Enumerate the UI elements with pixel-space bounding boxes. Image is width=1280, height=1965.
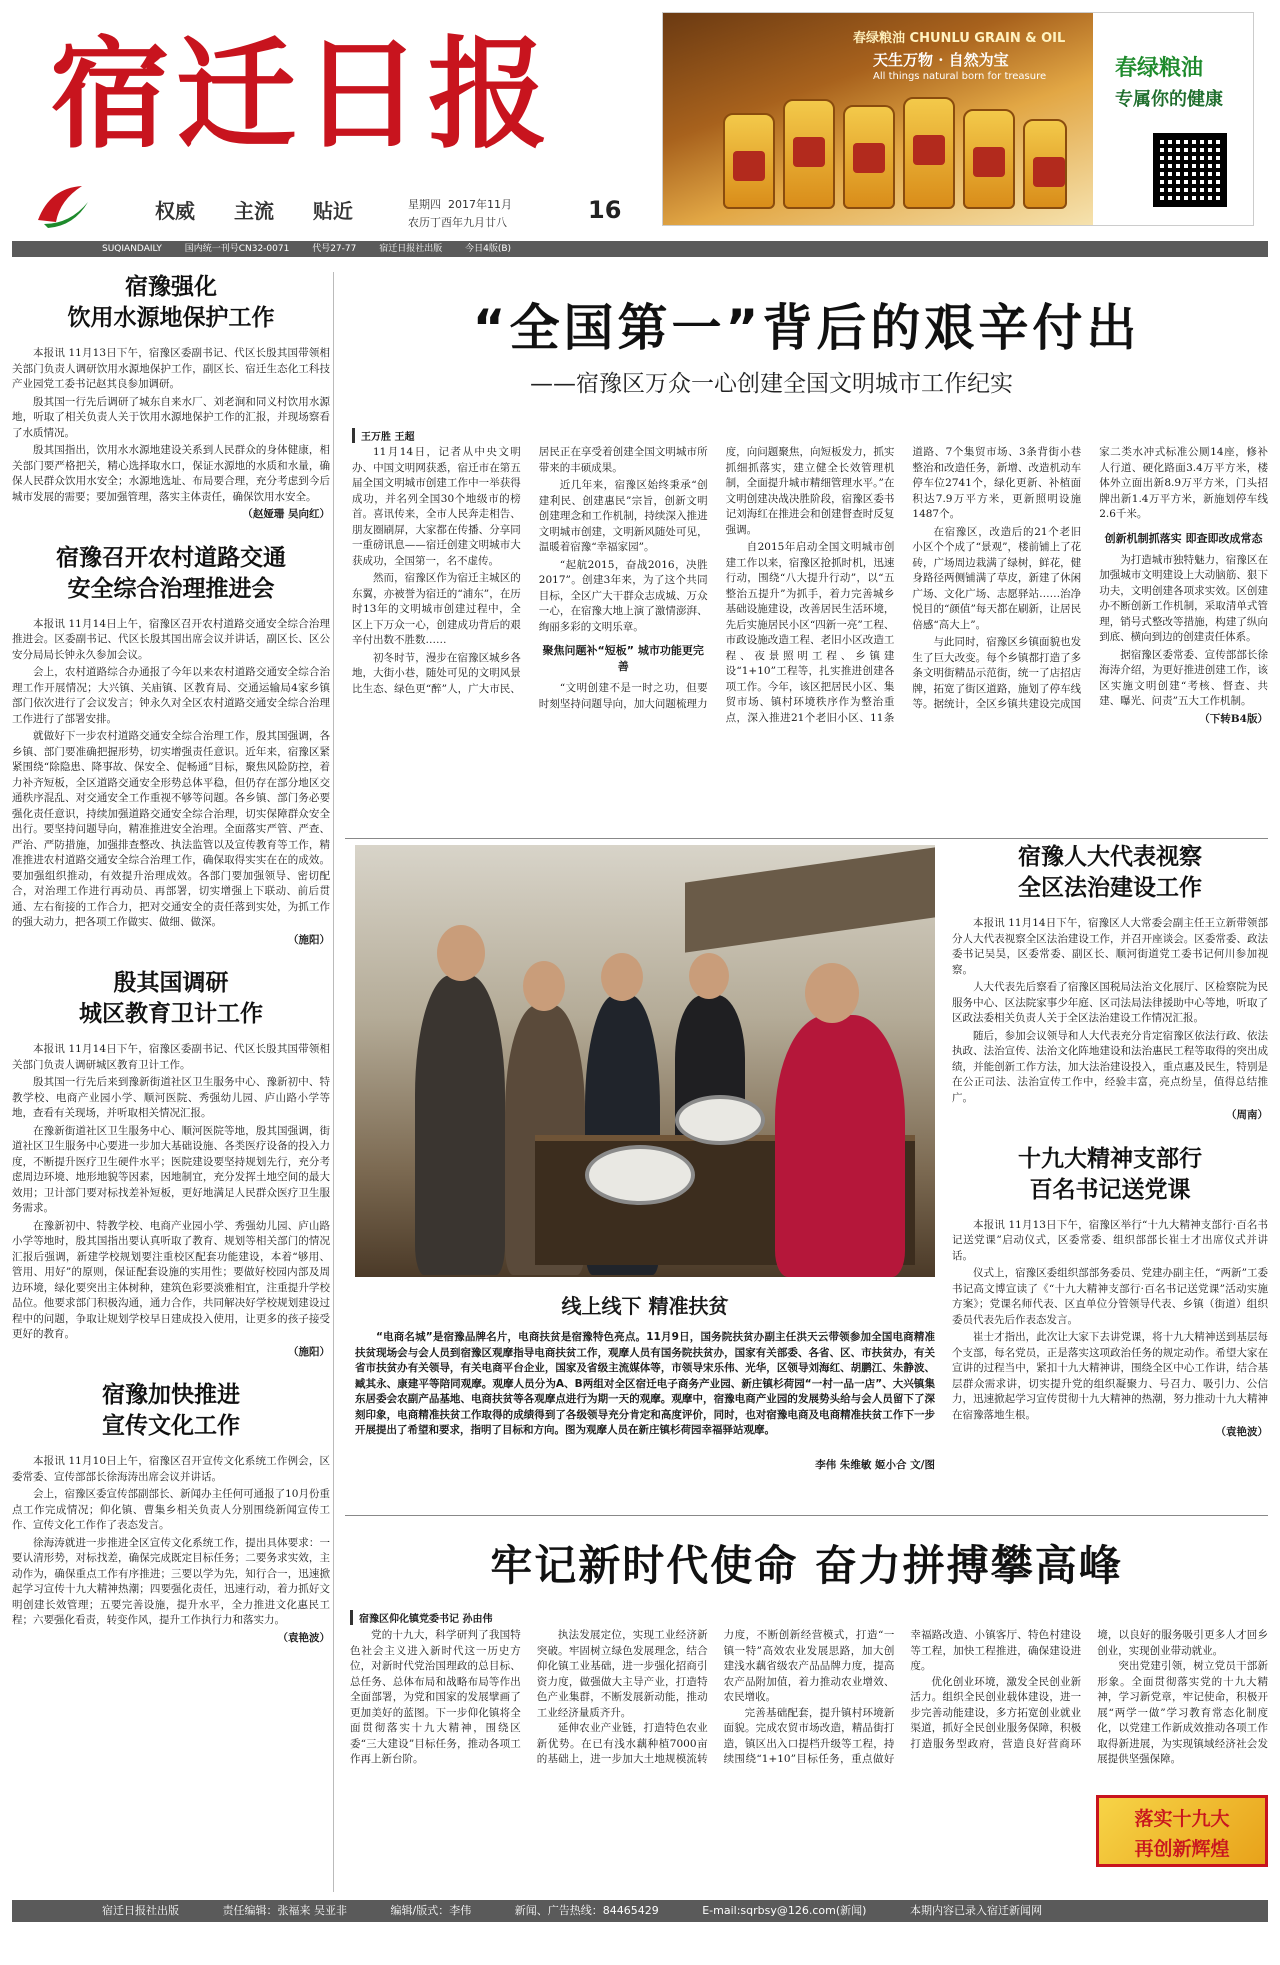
qr-code-icon[interactable] xyxy=(1153,133,1227,207)
footer-item: 宿迁日报社出版 xyxy=(102,1904,179,1917)
article-title: 宿豫人大代表视察 全区法治建设工作 xyxy=(1018,844,1202,901)
oil-bottle-icon xyxy=(843,105,895,209)
article-signature: （施阳） xyxy=(288,1345,330,1358)
article-para: 本报讯 11月13日下午，宿豫区委副书记、代区长殷其国带领相关部门负责人调研饮用水源地保护工作，副区长、宿迁生态化工科技产业园党工委书记赵其良参加调研。 xyxy=(12,347,330,390)
lunar-date: 农历丁酉年九月廿八 xyxy=(408,216,507,229)
masthead xyxy=(0,0,1280,240)
article-para: 会上，宿豫区委宣传部副部长、新闻办主任何可通报了10月份重点工作完成情况；仰化镇、曹集乡相关负责人分别围绕新闻宣传工作、宣传文化工作作了表态发言。 xyxy=(12,1488,330,1531)
article-para: 仪式上，宿豫区委组织部部务委员、党建办副主任，“两新”工委书记高文博宣读了《“十九大精神支部行·百名书记送党课”活动实施方案》；党课名师代表、区直单位分管领导代表、乡镇（街道）组织委员代表先后作表态发言。 xyxy=(952,1267,1268,1326)
article-signature: （袁艳波） xyxy=(1215,1426,1268,1438)
footer-item: 编辑/版式：李伟 xyxy=(390,1904,472,1917)
story-para: 突出党建引领，树立党员干部新形象。全面贯彻落实党的十九大精神，学习新党章，牢记使命，积极开展“两学一做”学习教育常态化制度化，以党建工作新成效推动各项工作取得新进展，为实现镇域经济社会发展提供坚强保障。 xyxy=(1097,1660,1268,1765)
article-para: 人大代表先后察看了宿豫区国税局法治文化展厅、区检察院为民服务中心、区法院家事少年庭、区司法局法律援助中心等地，听取了区政法委相关负责人关于全区法治建设工作情况汇报。 xyxy=(952,981,1268,1024)
story-para: 执法发展定位，实现工业经济新突破。牢固树立绿色发展理念，结合仰化镇工业基础，进一步强化招商引资力度，做强做大主导产业，打造特色产业集群，不断发展新动能，推动工业经济量质齐升。 xyxy=(536,1629,708,1719)
info-item: 今日4版(B) xyxy=(465,244,512,254)
article-title: 宿豫加快推进 宣传文化工作 xyxy=(102,1382,240,1439)
info-item: SUQIANDAILY xyxy=(102,244,162,254)
footer-item: 本期内容已录入宿迁新闻网 xyxy=(909,1904,1042,1917)
continued-notice[interactable]: （下转B4版） xyxy=(1199,712,1268,725)
photo-credit: 李伟 朱维敏 姬小合 文/图 xyxy=(815,1459,935,1471)
lead-subheadline: ——宿豫区万众一心创建全国文明城市工作纪实 xyxy=(530,371,1013,397)
photo-head xyxy=(437,925,485,981)
ad-brand: 春绿粮油 CHUNLU GRAIN & OIL xyxy=(853,31,1066,46)
slogan-3: 贴近 xyxy=(312,199,353,223)
story-para: 党的十九大，科学研判了我国特色社会主义进入新时代这一历史方位，对新时代党治国理政的总目标、总任务、总体布局和战略布局等作出全面部署，为党和国家的发展擘画了更加美好的蓝图。下一步仰化镇将全面贯彻落实十九大精神，围绕区委“三大建设”目标任务，推动各项工作再上新台阶。 xyxy=(350,1629,521,1765)
info-item: 宿迁日报社出版 xyxy=(379,244,443,254)
issue-date xyxy=(408,196,512,232)
article-road-safety[interactable] xyxy=(12,543,330,949)
article-education-health[interactable] xyxy=(12,968,330,1360)
slogan-1: 权威 xyxy=(155,199,195,223)
article-title: 殷其国调研 城区教育卫计工作 xyxy=(79,970,263,1027)
info-bar xyxy=(12,241,1268,257)
article-rule-of-law[interactable] xyxy=(952,842,1268,1124)
date: 2017年11月 xyxy=(448,198,512,211)
article-signature: （袁艳波） xyxy=(277,1631,330,1644)
article-signature: （周南） xyxy=(1226,1109,1268,1121)
photo-worker xyxy=(775,1015,905,1277)
article-party-lecture[interactable] xyxy=(952,1144,1268,1441)
article-signature: （赵娅珊 吴向红） xyxy=(242,508,330,520)
lead-headline[interactable]: “全国第一”背后的艰辛付出 xyxy=(472,299,1141,357)
badge-line: 再创新辉煌 xyxy=(1134,1838,1230,1860)
left-column xyxy=(12,272,330,1666)
badge-line: 落实十九大 xyxy=(1134,1808,1230,1830)
footer-item: 新闻、广告热线：84465429 xyxy=(514,1904,659,1917)
info-item: 代号27-77 xyxy=(312,244,357,254)
story-para: 11月14日，记者从中央文明办、中国文明网获悉，宿迁市在第五届全国文明城市创建工作中一举获得成功，并名列全国30个地级市的榜首。喜讯传来，全市人民奔走相告、朋友圈刷屏，大家都在传播、分享同一重磅讯息——宿迁创建文明城市大获成功，全国第一，名不虚传。 xyxy=(352,446,521,567)
section-divider xyxy=(345,1515,1268,1516)
story-para: 据宿豫区委常委、宣传部部长徐海涛介绍，为更好推进创建工作，该区实施文明创建“考核、督查、共建、曝光、问责”五大工作机制。 xyxy=(1099,648,1268,707)
article-para: 在豫新初中、特教学校、电商产业园小学、秀强幼儿园、庐山路小学等地时，殷其国指出要认真听取了教育、规划等相关部门的情况汇报后强调，新建学校规划要注重校区配套功能建设，本着“够用、管用、用好”的原则，保证配套设施的实用性；要做好校园内部及周边环境，绿化要突出主体树种，建筑色彩要淡雅相宜，注重提升学校品位。他要求部门积极沟通，通力合作，共同解决好学校规划建设过程中的问题，争取让规划学校早日建成投入使用，让更多的孩子接受更好的教育。 xyxy=(12,1219,330,1340)
story-para: 与此同时，宿豫区乡镇面貌也发生了巨大改变。每个乡镇都打造了多条文明街精品示范街，统一了店招店牌，拓宽了街区道路，施划了停车线等。据统计，全区乡镇共建设完成国家二类水冲式标准公厕14座，修补人行道、硬化路面3.4万平方米，楼体外立面出新8.9万平方米，门头招牌出新1.4万平方米，新施划停车线2.6千米。 xyxy=(912,446,1268,710)
story-section-title: 创新机制抓落实 即查即改成常态 xyxy=(1104,531,1263,545)
ad-subtagline: All things natural born for treasure xyxy=(873,71,1047,82)
footer-item: 责任编辑：张福来 吴亚非 xyxy=(222,1904,347,1917)
photo-caption: “电商名城”是宿豫品牌名片，电商扶贫是宿豫特色亮点。11月9日，国务院扶贫办副主任洪天云带领参加全国电商精准扶贫现场会与会人员到宿豫区观摩指导电商扶贫工作，观摩人员有国务院扶贫办，国家有关部委、各省、区、市扶贫办，有关省市扶贫办有关领导，有关电商平台企业，国家及省级主流媒体等，市领导宋乐伟、光华，区领导刘海红、胡鹏江、朱静波、臧其永、康建平等陪同观摩。观摩人员分为A、B两组对全区宿迁电子商务产业园、新庄镇杉荷园“一村一品一店”、大兴镇集东居委会农副产品基地、电商扶贫等各观摩点进行为期一天的观摩。观摩中，宿豫电商产业园的发展势头给与会人员留下了深刻印象，电商精准扶贫工作取得的成绩得到了各级领导充分肯定和高度评价，同时，也对宿豫电商及电商精准扶贫工作下一步开展提出了希望和要求，指明了目标和方向。图为观摩人员在新庄镇杉荷园幸福驿站观摩。 xyxy=(355,1331,935,1436)
story-para: 近几年来，宿豫区始终秉承“创建利民、创建惠民”宗旨，创新文明创建理念和工作机制，持续深入推进文明城市创建，文明新风随处可见，温暖着宿豫“幸福家园”。 xyxy=(538,479,708,553)
footer-bar xyxy=(12,1900,1268,1922)
right-column xyxy=(952,842,1268,1461)
story-section-title: 聚焦问题补“短板” 城市功能更完善 xyxy=(542,644,704,673)
photo-person xyxy=(415,975,505,1275)
emblem-icon xyxy=(30,180,94,230)
article-para: 就做好下一步农村道路交通安全综合治理工作，殷其国强调，各乡镇、部门要准确把握形势，切实增强责任意识。近年来，宿豫区紧紧围绕“除隐患、降事故、保安全、促畅通”目标，聚焦风险防控，着力补齐短板，全区道路交通安全形势总体平稳，但仍存在部分地区交通秩序混乱、对交通安全工作重视不够等问题。各乡镇、部门务必要强化责任意识，持续加强道路交通安全综合治理，切实保障群众安全出行。要坚持问题导向，精准推进安全治理。全面落实严管、严查、严治、严防措施，加强排查整改、执法监管以及宣传教育等工作，精准推进农村道路交通安全综合治理工作，确保取得实实在在的成效。要加强组织推动，有效提升治理成效。各部门要加强领导、密切配合，对治理工作进行再动员、再部署，切实增强上下联动、前后贯通、左右衔接的工作合力，把对交通安全的责任落到实处，为抓工作的强大动力，把各项工作做实、做细、做深。 xyxy=(12,730,330,928)
section-divider xyxy=(345,838,1268,839)
oil-bottle-icon xyxy=(963,109,1015,209)
article-para: 本报讯 11月14日下午，宿豫区委副书记、代区长殷其国带领相关部门负责人调研城区教育卫计工作。 xyxy=(12,1043,330,1071)
story-para: 然而，宿豫区作为宿迁主城区的东翼，亦被誉为宿迁的“浦东”，在历时13年的文明城市创建过程中，全区上下万众一心，创建成功背后的艰辛付出数不胜数…… xyxy=(352,572,521,646)
story-para: 优化创业环境，激发全民创业新活力。组织全民创业载体建设，进一步完善动能建设，多方拓宽创业就业渠道，抓好全民创业服务保障，积极打造服务型政府，营造良好营商环境，以良好的服务吸引更多人才回乡创业，实现创业带动就业。 xyxy=(910,1629,1268,1750)
ad-tagline: 天生万物 · 自然为宝 xyxy=(873,51,1009,69)
footer-email[interactable]: E-mail:sqrbsy@126.com(新闻) xyxy=(702,1904,867,1917)
ad-slogan: 专属你的健康 xyxy=(1115,89,1223,110)
photo-head xyxy=(805,963,859,1023)
ad-slogan-brand: 春绿粮油 xyxy=(1115,55,1204,81)
slogan-badge xyxy=(1096,1795,1268,1867)
article-title: 宿豫召开农村道路交通 安全综合治理推进会 xyxy=(56,544,286,602)
photo-head xyxy=(601,953,643,1001)
photo-caption-title: 线上线下 精准扶贫 xyxy=(561,1294,729,1318)
article-title: 宿豫强化 饮用水源地保护工作 xyxy=(67,274,275,331)
article-para: 会上，农村道路综合办通报了今年以来农村道路交通安全综合治理工作开展情况；大兴镇、关庙镇、区教育局、交通运输局4家乡镇部门依次进行了会议发言；钟永久对全区农村道路交通安全综合治理工作进行了部署安排。 xyxy=(12,666,330,725)
article-culture[interactable] xyxy=(12,1380,330,1646)
article-para: 殷其国一行先后调研了城东自来水厂、刘老涧和同义村饮用水源地，听取了相关负责人关于饮用水源地保护工作的汇报，并现场察看了水质情况。 xyxy=(12,395,330,439)
story-para: “起航2015，奋战2016，决胜2017”。创建3年来，为了这个共同目标，全区广大干群众志成城、万众一心，在宿豫大地上演了激情澎湃、绚丽多彩的文明乐章。 xyxy=(538,558,708,633)
article-para: 崔士才指出，此次让大家下去讲党课，将十九大精神送到基层每个支部，每名党员，正是落实这项政治任务的规定动作。希望大家在宣讲的过程当中，紧扣十九大精神讲，围绕全区中心工作讲，结合基层群众需求讲，切实提升党的组织凝聚力、号召力、吸引力、公信力，迅速掀起学习宣传贯彻十九大精神的热潮，努力推动十九大精神在宿豫落地生根。 xyxy=(952,1331,1268,1421)
slogans xyxy=(155,195,371,224)
article-para: 随后，参加会议领导和人大代表充分肯定宿豫区依法行政、依法执政、法治宣传、法治文化阵地建设和法治惠民工程等取得的突出成绩，并能创新工作方法，加大法治建设投入，重点惠及民生，特别是在公正司法、法治宣传工作中，经验丰富，亮点纷呈，值得总结推广。 xyxy=(952,1029,1268,1104)
article-para: 本报讯 11月10日上午，宿豫区召开宣传文化系统工作例会，区委常委、宣传部部长徐海涛出席会议并讲话。 xyxy=(12,1455,330,1483)
oil-bottle-icon xyxy=(1023,119,1067,209)
article-para: 殷其国一行先后来到豫新街道社区卫生服务中心、豫新初中、特教学校、电商产业园小学、顺河医院、秀强幼儿园、庐山路小学等地，查看有关现场，并听取相关情况汇报。 xyxy=(12,1076,330,1119)
article-para: 在豫新街道社区卫生服务中心、顺河医院等地，殷其国强调，街道社区卫生服务中心要进一步加大基础设施、各类医疗设备的投入力度，不断提升医疗卫生硬件水平；医院建设要坚持规划先行，充分考虑周边环境、地形地貌等因素，因地制宜，充分发挥土地空间的最大效用；卫计部门要对标找差补短板，更好地满足人民群众医疗卫生服务需求。 xyxy=(12,1124,330,1214)
story-para: 为打造城市独特魅力，宿豫区在加强城市文明建设上大动脑筋、狠下功夫，文明创建各项求实效。区创建办不断创新工作机制，采取清单式管理，销号式整改等措施，构建了纵向到底、横向到边的创建责任体系。 xyxy=(1099,553,1268,643)
photo-head xyxy=(689,953,729,999)
oil-bottle-icon xyxy=(783,99,835,209)
issue-number: 16 xyxy=(588,196,622,224)
story-para: 自2015年启动全国文明城市创建工作以来，宿豫区抢抓时机，迅速行动，围绕“八大提升行动”，以“五整治五提升”为抓手，着力完善城乡基础设施建设，改善居民生活环境，先后实施居民小区“四新一亮”工程、市政设施改造工程、老旧小区改造工程、夜景照明工程、乡镇建设“1+10”工程等，扎实推进创建各项工作。今年，该区把居民小区、集贸市场、镇村环境秩序作为整治重点，深入推进21个老旧小区、11条道路、7个集贸市场、3条背街小巷整治和改造任务，新增、改造机动车停车位2741个，绿化更新、补植面积达7.9万平方米，更新照明设施1487个。 xyxy=(725,446,1082,724)
article-para: 本报讯 11月14日上午，宿豫区召开农村道路交通安全综合治理推进会。区委副书记、代区长殷其国出席会议并讲话，副区长、区公安分局局长钟永久参加会议。 xyxy=(12,617,330,661)
story-para: “文明创建不是一时之功，但要时刻坚持问题导向，加大问题梳理力度，向问题聚焦，向短板发力，抓实抓细抓落实，建立健全长效管理机制，全面提升城市精细管理水平。”在文明创建决战决胜阶段，宿豫区委书记刘海红在推进会和创建督查时反复强调。 xyxy=(538,446,895,710)
newspaper-title: 宿迁日报 xyxy=(50,24,554,165)
column-divider xyxy=(333,272,334,1892)
photo-roof xyxy=(685,847,935,952)
article-para: 徐海涛就进一步推进全区宣传文化系统工作，提出具体要求：一要认清形势，对标找差，确保完成既定目标任务；二要务求实效，主动作为，确保重点工作有序推进；三要以学为先，知行合一，迅速掀起学习宣传十九大精神热潮；四要强化责任，迅速行动，着力抓好文明创建长效管理；五要完善设施，提升水平，全力推进文化惠民工程；六要强化看责，转变作风，提升工作执行力和落实力。 xyxy=(12,1536,330,1626)
story-para: 在宿豫区，改造后的21个老旧小区个个成了“景观”，楼前铺上了花砖，广场周边栽满了绿树，鲜花，健身路径两侧铺满了草皮，新建了休闲广场、文化广场、志愿驿站……治净悦目的“颜值”每天都在刷新，让居民倍感“高大上”。 xyxy=(912,525,1082,631)
slogan-2: 主流 xyxy=(233,199,274,223)
bottom-headline[interactable]: 牢记新时代使命 奋力拼搏攀高峰 xyxy=(490,1541,1123,1590)
oil-bottle-icon xyxy=(723,113,775,209)
photo-head xyxy=(523,961,565,1011)
article-signature: （施阳） xyxy=(288,933,330,946)
story-para: 完善基础配套，提升镇村环境新面貌。完成农贸市场改造，精品街打造，镇区出入口提档升级等工程，持续围绕“1+10”目标任务，重点做好幸福路改造、小镇客厅、特色村建设等工程，加快工程推进，确保建设进度。 xyxy=(723,1629,1082,1765)
lead-byline: 王万胜 王超 xyxy=(352,428,414,443)
article-para: 殷其国指出，饮用水水源地建设关系到人民群众的身体健康，相关部门要严格把关，精心选择取水口，保证水源地的水质和水量，确保人民群众饮用水安全；水源地选址、布局要合理，充分考虑到今后城市发展的需要；要加强管理，落实主体责任，确保饮用水安全。 xyxy=(12,444,330,503)
story-para: 初冬时节，漫步在宿豫区城乡各地，大街小巷，随处可见的文明风景比生态、绿色更“醉”人，广大市民、居民正在享受着创建全国文明城市所带来的丰硕成果。 xyxy=(352,446,708,695)
article-water-protection[interactable] xyxy=(12,272,330,523)
photo-pot xyxy=(675,1095,765,1145)
article-para: 本报讯 11月13日下午，宿豫区举行“十九大精神支部行·百名书记送党课”启动仪式，区委常委、组织部部长崔士才出席仪式并讲话。 xyxy=(952,1218,1268,1262)
weekday: 星期四 xyxy=(408,198,441,211)
info-item: 国内统一刊号CN32-0071 xyxy=(184,244,290,254)
article-para: 本报讯 11月14日下午，宿豫区人大常委会副主任王立新带领部分人大代表视察全区法治建设工作，并召开座谈会。区委常委、政法委书记吴昊，区委常委、副区长、顺河街道党工委书记何川参加视察。 xyxy=(952,917,1268,976)
news-photo xyxy=(355,845,935,1277)
bottom-byline: 宿豫区仰化镇党委书记 孙由伟 xyxy=(350,1610,492,1625)
story-para: 延伸农业产业链，打造特色农业新优势。在已有浅水藕种植7000亩的基础上，进一步加大土地规模流转力度，不断创新经营模式，打造“一镇一特”高效农业发展思路，加大创建浅水藕省级农产品品牌力度，提高农产品附加值，着力推动农业增效、农民增收。 xyxy=(536,1629,895,1765)
lead-story xyxy=(352,445,1268,835)
photo-pot xyxy=(585,1145,695,1205)
article-title: 十九大精神支部行 百名书记送党课 xyxy=(1018,1145,1202,1203)
ad-image xyxy=(663,13,1093,226)
oil-bottle-icon xyxy=(903,97,955,209)
advertisement[interactable] xyxy=(662,12,1254,226)
